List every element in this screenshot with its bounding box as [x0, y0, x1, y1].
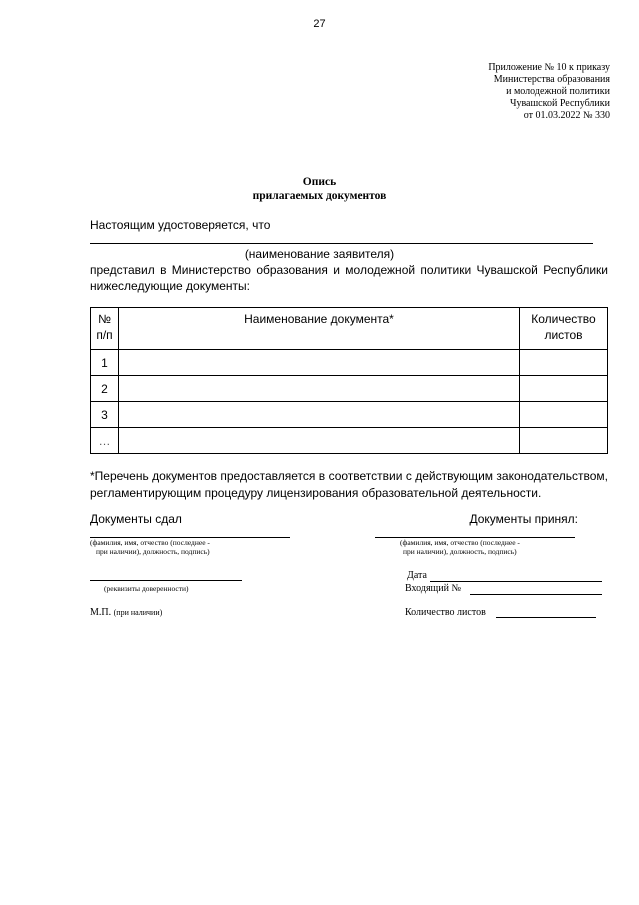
documents-table [90, 307, 608, 454]
left-caption-line-1: (фамилия, имя, отчество (последнее - [90, 538, 210, 547]
proxy-details-line[interactable] [90, 580, 242, 581]
row-sheet-count[interactable] [520, 350, 608, 376]
row-num: … [91, 428, 119, 454]
header-num-line-1: № [98, 312, 111, 326]
header-line: от 01.03.2022 № 330 [523, 110, 610, 121]
proxy-caption: (реквизиты доверенности) [104, 584, 189, 593]
incoming-number-line[interactable] [470, 594, 602, 595]
row-document-name[interactable] [119, 402, 520, 428]
table-row [91, 428, 608, 454]
header-document-name: Наименование документа* [119, 308, 520, 350]
header-count-line-1: Количество [531, 312, 596, 326]
header-line: и молодежной политики [506, 86, 610, 97]
header-num [91, 308, 119, 350]
row-sheet-count[interactable] [520, 376, 608, 402]
right-signature-caption [400, 538, 520, 556]
page-number: 27 [313, 18, 326, 30]
date-label: Дата [407, 570, 427, 581]
handed-over-label: Документы сдал [90, 512, 182, 526]
stamp-note: (при наличии) [113, 608, 163, 617]
row-sheet-count[interactable] [520, 428, 608, 454]
row-document-name[interactable] [119, 376, 520, 402]
row-sheet-count[interactable] [520, 402, 608, 428]
header-num-line-2: п/п [96, 328, 113, 342]
left-signature-caption [90, 538, 210, 556]
row-num: 1 [91, 350, 119, 376]
sheet-count-label: Количество листов [405, 607, 486, 618]
table-header-row [91, 308, 608, 350]
applicant-name-line [90, 243, 593, 244]
row-document-name[interactable] [119, 350, 520, 376]
title-line-1: Опись [302, 176, 337, 188]
title-line-2: прилагаемых документов [252, 190, 387, 202]
presented-text-line-1: представил в Министерство образования и молодежной политики Чувашской Республики [90, 263, 608, 277]
accepted-label: Документы принял: [469, 512, 578, 526]
left-caption-line-2: при наличии), должность, подпись) [96, 547, 210, 556]
row-num: 3 [91, 402, 119, 428]
footnote [90, 468, 608, 502]
header-count-line-2: листов [544, 328, 583, 342]
header-sheet-count [520, 308, 608, 350]
header-line: Чувашской Республики [509, 98, 610, 109]
document-title [0, 175, 639, 203]
sheet-count-line[interactable] [496, 617, 596, 618]
stamp-label: М.П. [90, 607, 112, 618]
date-line[interactable] [430, 581, 602, 582]
row-num: 2 [91, 376, 119, 402]
table-row [91, 350, 608, 376]
stamp-place [90, 607, 162, 618]
header-line: Приложение № 10 к приказу [488, 62, 610, 73]
footnote-line-2: регламентирующим процедуру лицензирования образовательной деятельности. [90, 486, 542, 500]
presented-text-line-2: нижеследующие документы: [90, 279, 250, 293]
header-line: Министерства образования [493, 74, 610, 85]
table-row [91, 402, 608, 428]
footnote-line-1: *Перечень документов предоставляется в соответствии с действующим законодательством, [90, 469, 608, 483]
incoming-number-label: Входящий № [405, 583, 462, 594]
row-document-name[interactable] [119, 428, 520, 454]
applicant-caption: (наименование заявителя) [244, 247, 395, 261]
right-caption-line-2: при наличии), должность, подпись) [403, 547, 517, 556]
header-appendix-note [410, 62, 610, 122]
right-caption-line-1: (фамилия, имя, отчество (последнее - [400, 538, 520, 547]
certify-text: Настоящим удостоверяется, что [90, 218, 271, 232]
table-row [91, 376, 608, 402]
